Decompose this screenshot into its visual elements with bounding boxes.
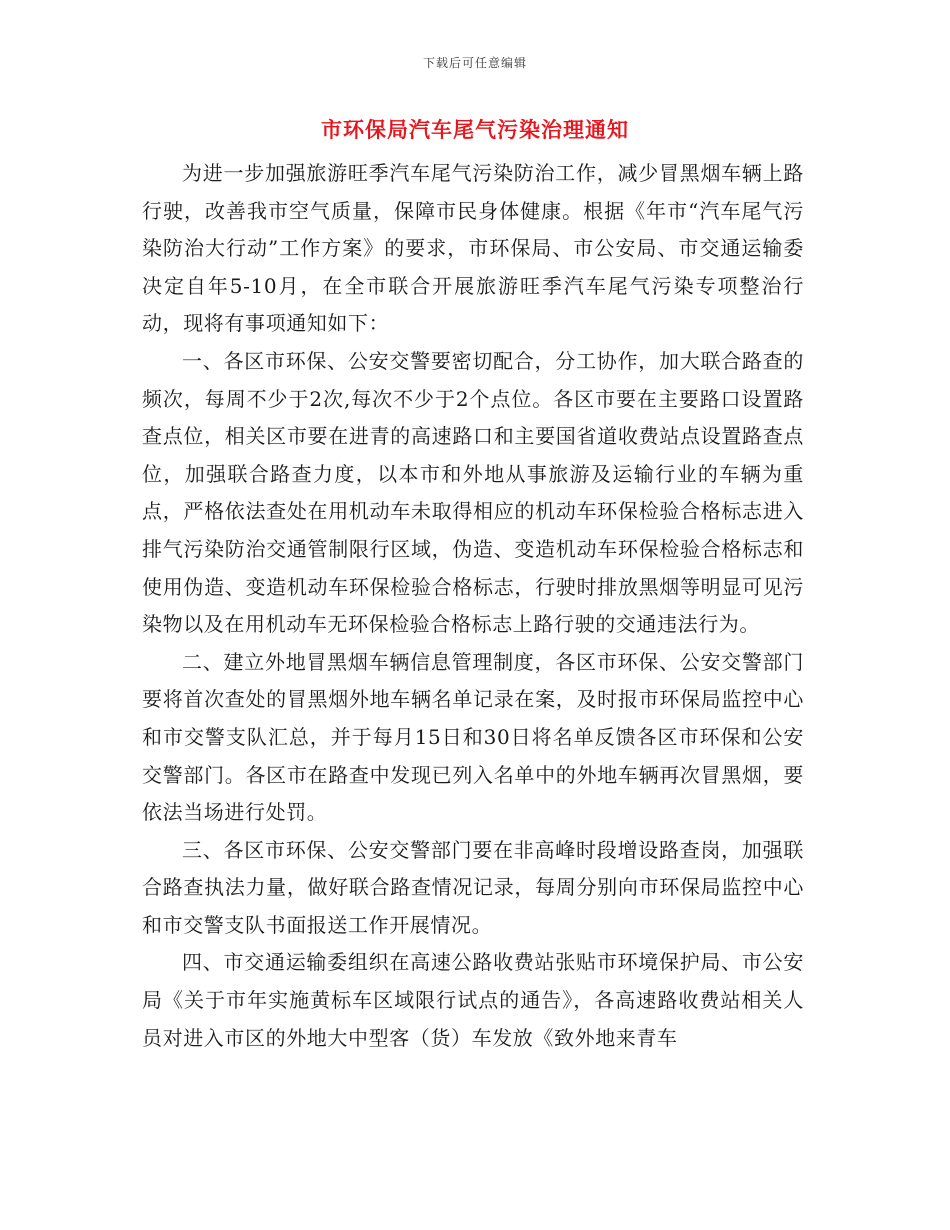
paragraph-item-3: 三、各区市环保、公安交警部门要在非高峰时段增设路查岗，加强联合路查执法力量，做好联合路查情况记录，每周分别向市环保局监控中心和市交警支队书面报送工作开展情况。: [142, 837, 804, 937]
header-note: 下载后可任意编辑: [422, 56, 527, 70]
document-title: 市环保局汽车尾气污染治理通知: [321, 117, 629, 142]
paragraph-item-1: 一、各区市环保、公安交警要密切配合，分工协作，加大联合路查的频次，每周不少于2次,每次不少于2个点位。各区市要在主要路口设置路查点位，相关区市要在进青的高速路口和主要国省道收费站点设置路查点位，加强联合路查力度，以本市和外地从事旅游及运输行业的车辆为重点，严格依法查处在用机动车未取得相应的机动车环保检验合格标志进入排气污染防治交通管制限行区域，伪造、变造机动车环保检验合格标志和使用伪造、变造机动车环保检验合格标志，行驶时排放黑烟等明显可见污染物以及在用机动车无环保检验合格标志上路行驶的交通违法行为。: [142, 348, 804, 637]
paragraph-item-4: 四、市交通运输委组织在高速公路收费站张贴市环境保护局、市公安局《关于市年实施黄标车区域限行试点的通告》，各高速路收费站相关人员对进入市区的外地大中型客（货）车发放《致外地来青车: [142, 950, 804, 1050]
document-body: [142, 155, 804, 1057]
paragraph-intro: 为进一步加强旅游旺季汽车尾气污染防治工作，减少冒黑烟车辆上路行驶，改善我市空气质量，保障市民身体健康。根据《年市“汽车尾气污染防治大行动”工作方案》的要求，市环保局、市公安局、市交通运输委决定自年5-10月，在全市联合开展旅游旺季汽车尾气污染专项整治行动，现将有事项通知如下：: [142, 161, 804, 336]
paragraph-item-2: 二、建立外地冒黑烟车辆信息管理制度，各区市环保、公安交警部门要将首次查处的冒黑烟外地车辆名单记录在案，及时报市环保局监控中心和市交警支队汇总，并于每月15日和30日将名单反馈各区市环保和公安交警部门。各区市在路查中发现已列入名单中的外地车辆再次冒黑烟，要依法当场进行处罚。: [142, 649, 804, 825]
